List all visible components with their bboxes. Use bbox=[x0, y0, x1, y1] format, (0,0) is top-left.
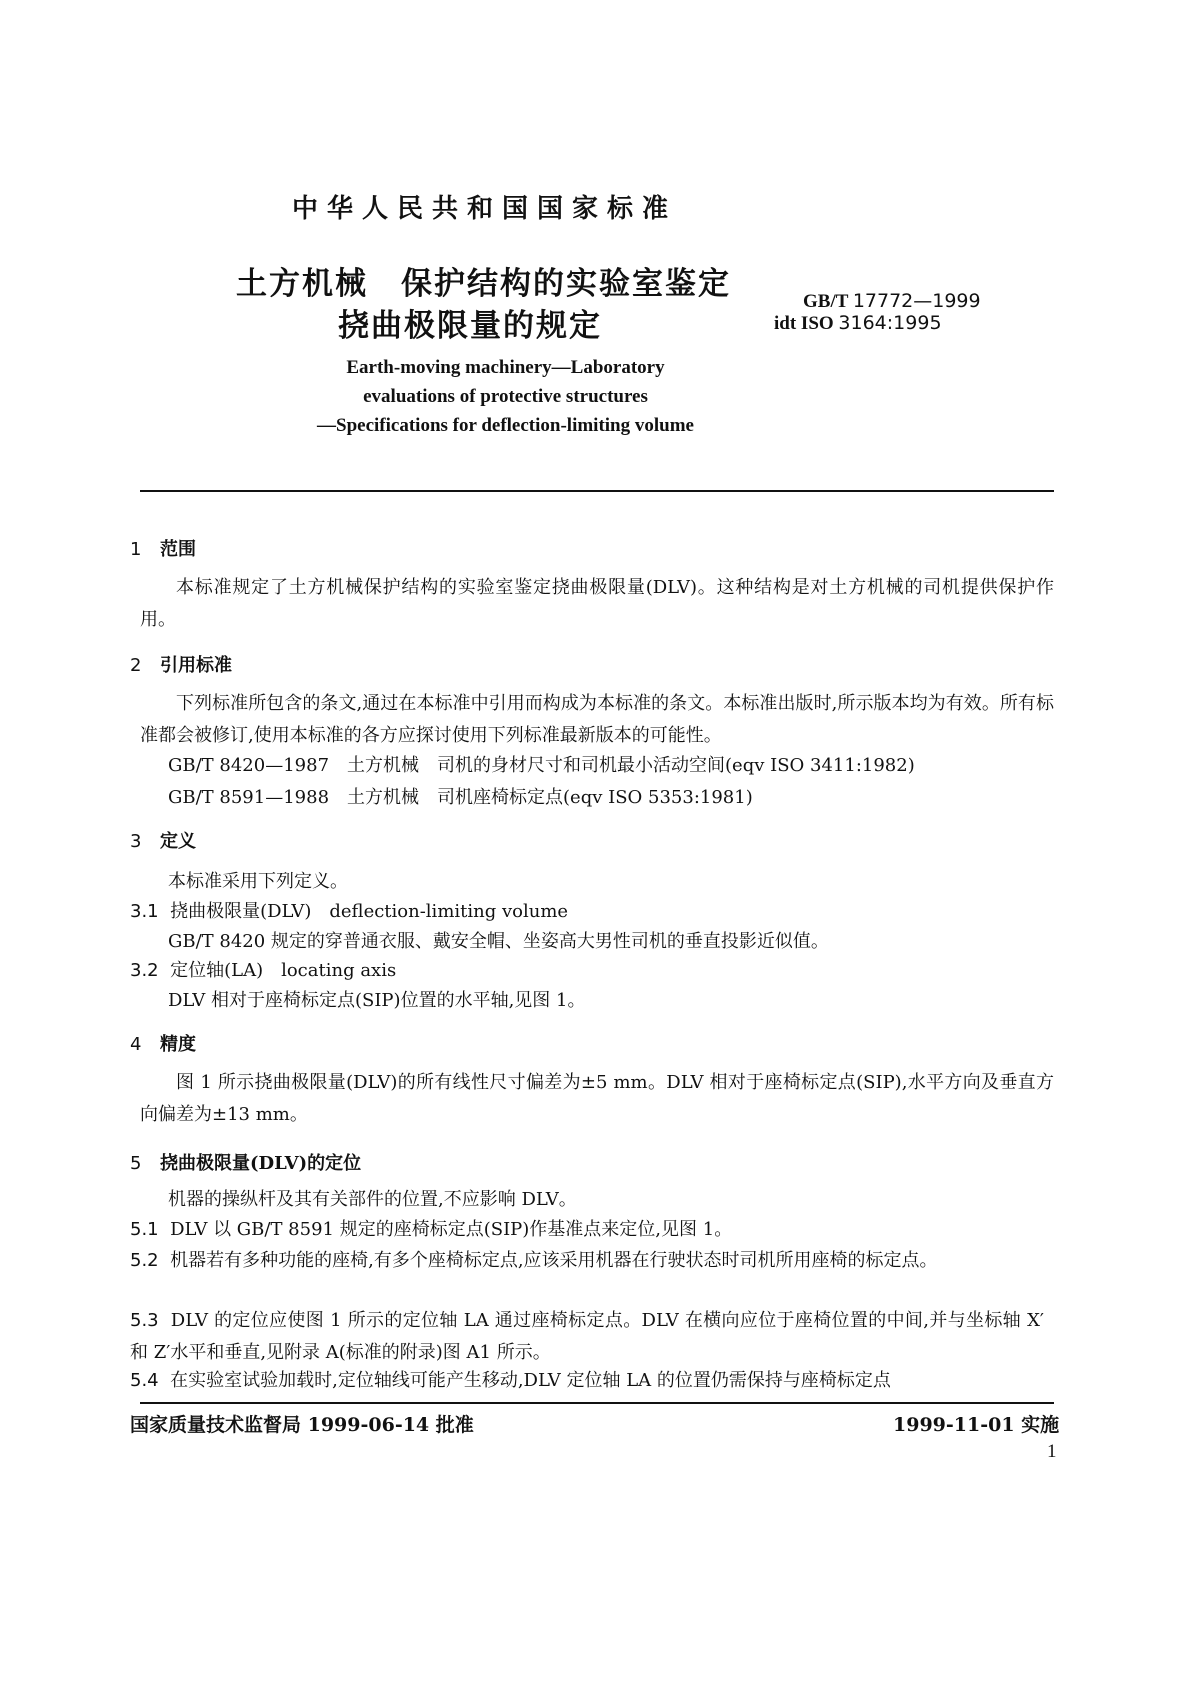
section-heading: 4 精度 bbox=[130, 1034, 196, 1055]
definition-text: DLV 相对于座椅标定点(SIP)位置的水平轴,见图 1。 bbox=[168, 990, 586, 1011]
section-heading: 5 挠曲极限量(DLV)的定位 bbox=[130, 1153, 362, 1174]
definition-title: 3.1 挠曲极限量(DLV) deflection-limiting volume bbox=[130, 901, 569, 922]
title-cn-line2: 挠曲极限量的规定 bbox=[338, 308, 602, 344]
idt-number: 3164:1995 bbox=[838, 312, 942, 334]
section-heading: 1 范围 bbox=[130, 539, 196, 560]
clause: 5.2 机器若有多种功能的座椅,有多个座椅标定点,应该采用机器在行驶状态时司机所用座椅的标定点。 bbox=[130, 1250, 938, 1271]
national-standard-heading: 中华人民共和国国家标准 bbox=[292, 194, 678, 224]
title-en-line3: —Specifications for deflection-limiting volume bbox=[317, 415, 694, 436]
idt-code bbox=[774, 312, 942, 335]
paragraph: 机器的操纵杆及其有关部件的位置,不应影响 DLV。 bbox=[168, 1189, 577, 1210]
clause: 5.3 DLV 的定位应使图 1 所示的定位轴 LA 通过座椅标定点。DLV 在横向应位于座椅位置的中间,并与坐标轴 X′和 Z′水平和垂直,见附录 A(标准的附录)图 A1 所示。 bbox=[130, 1310, 1044, 1363]
code-prefix: GB/T bbox=[803, 291, 849, 312]
definition-title: 3.2 定位轴(LA) locating axis bbox=[130, 960, 397, 981]
standard-code bbox=[803, 290, 981, 313]
reference-item: GB/T 8420—1987 土方机械 司机的身材尺寸和司机最小活动空间(eqv ISO 3411:1982) bbox=[168, 755, 915, 776]
footer-divider bbox=[140, 1402, 1054, 1404]
title-cn-line1: 土方机械 保护结构的实验室鉴定 bbox=[236, 266, 731, 302]
page-number: 1 bbox=[1047, 1441, 1057, 1462]
reference-item: GB/T 8591—1988 土方机械 司机座椅标定点(eqv ISO 5353:1981) bbox=[168, 787, 753, 808]
effective-date: 1999-11-01 实施 bbox=[893, 1414, 1060, 1436]
section-heading: 3 定义 bbox=[130, 831, 196, 852]
section-heading: 2 引用标准 bbox=[130, 655, 232, 676]
paragraph: 本标准采用下列定义。 bbox=[168, 871, 348, 892]
paragraph: 下列标准所包含的条文,通过在本标准中引用而构成为本标准的条文。本标准出版时,所示版本均为有效。所有标准都会被修订,使用本标准的各方应探讨使用下列标准最新版本的可能性。 bbox=[140, 693, 1054, 746]
paragraph: 本标准规定了土方机械保护结构的实验室鉴定挠曲极限量(DLV)。这种结构是对土方机械的司机提供保护作用。 bbox=[140, 577, 1054, 630]
clause: 5.1 DLV 以 GB/T 8591 规定的座椅标定点(SIP)作基准点来定位,见图 1。 bbox=[130, 1219, 733, 1240]
definition-text: GB/T 8420 规定的穿普通衣服、戴安全帽、坐姿高大男性司机的垂直投影近似值。 bbox=[168, 931, 829, 952]
paragraph: 图 1 所示挠曲极限量(DLV)的所有线性尺寸偏差为±5 mm。DLV 相对于座椅标定点(SIP),水平方向及垂直方向偏差为±13 mm。 bbox=[140, 1072, 1054, 1125]
idt-prefix: idt ISO bbox=[774, 313, 834, 334]
title-en-line2: evaluations of protective structures bbox=[363, 386, 648, 407]
clause: 5.4 在实验室试验加载时,定位轴线可能产生移动,DLV 定位轴 LA 的位置仍需保持与座椅标定点 bbox=[130, 1370, 891, 1391]
code-number: 17772—1999 bbox=[852, 290, 981, 312]
header-divider bbox=[140, 490, 1054, 492]
approval-date: 国家质量技术监督局 1999-06-14 批准 bbox=[130, 1414, 474, 1436]
title-en-line1: Earth-moving machinery—Laboratory bbox=[346, 357, 665, 378]
